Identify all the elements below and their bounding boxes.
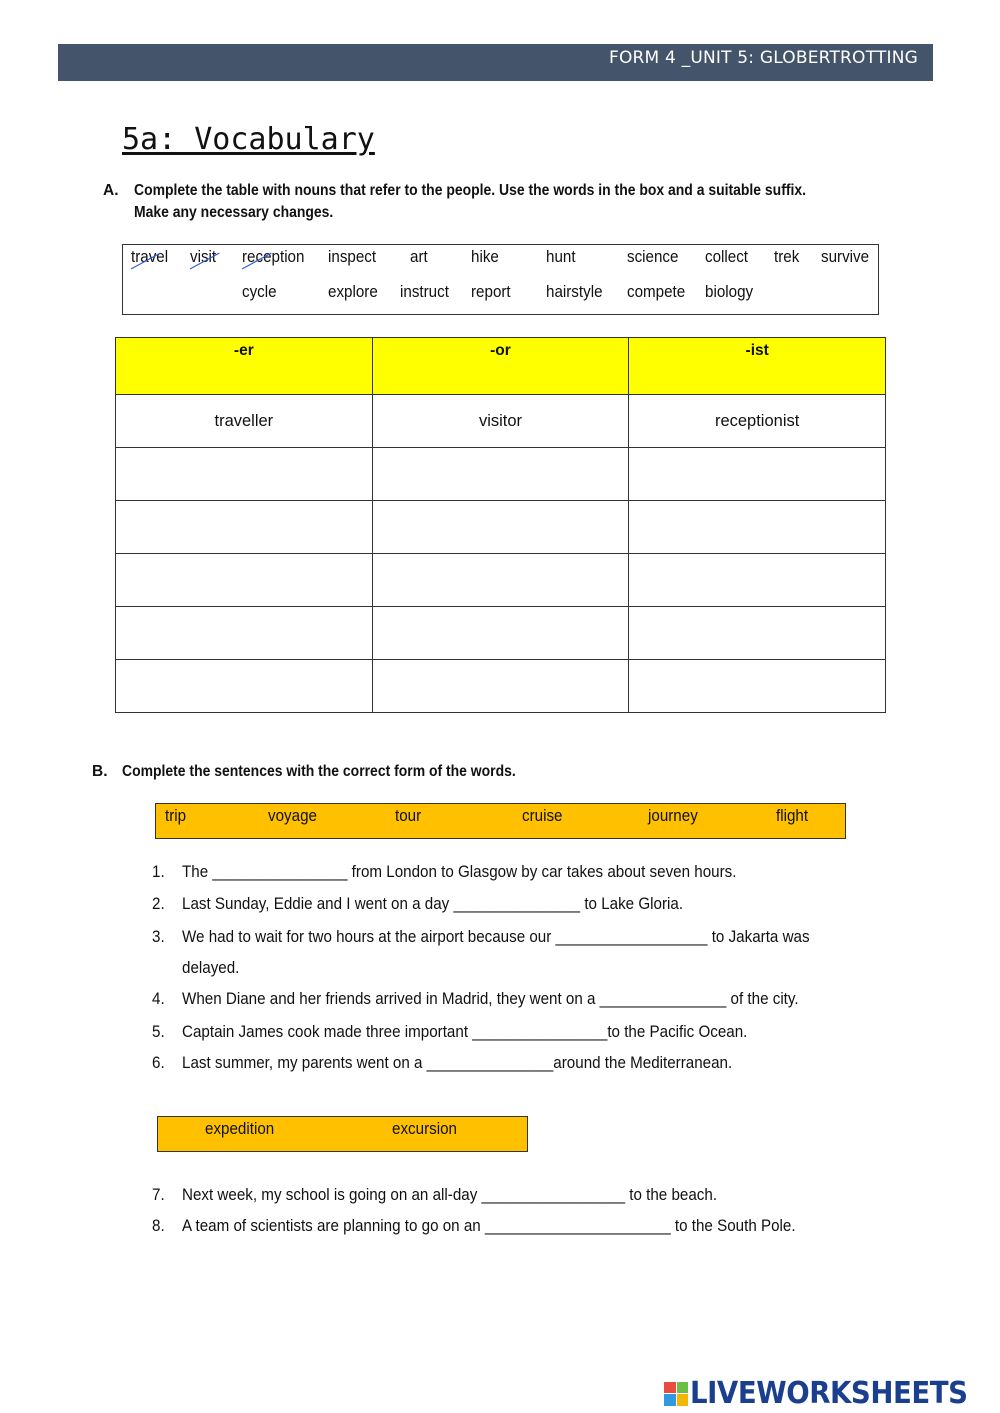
example-ist: receptionist <box>629 395 886 448</box>
word-report: report <box>471 283 511 301</box>
answer-cell[interactable] <box>372 554 629 607</box>
sentence-2: Last Sunday, Eddie and I went on a day _______________ to Lake Gloria. <box>182 895 684 913</box>
sentence-6: Last summer, my parents went on a _______________around the Mediterranean. <box>182 1054 733 1072</box>
word-box-a <box>122 244 879 315</box>
header-text: FORM 4 _UNIT 5: GLOBERTROTTING <box>608 48 918 68</box>
answer-cell[interactable] <box>629 501 886 554</box>
section-b-letter: B. <box>92 763 108 780</box>
sentence-number: 5. <box>152 1023 165 1041</box>
section-b-instruction: Complete the sentences with the correct form of the words. <box>122 763 516 780</box>
word-cruise: cruise <box>522 807 563 825</box>
answer-cell[interactable] <box>629 554 886 607</box>
sentence-number: 2. <box>152 895 165 913</box>
word-science: science <box>627 248 679 266</box>
table-row <box>116 607 886 660</box>
word-biology: biology <box>705 283 754 301</box>
sentence-5: Captain James cook made three important ________________to the Pacific Ocean. <box>182 1023 748 1041</box>
header-bar <box>58 44 933 81</box>
section-a-instruction-line1: Complete the table with nouns that refer to the people. Use the words in the box and a suitable suffix. <box>134 182 807 199</box>
example-or: visitor <box>372 395 629 448</box>
word-trip: trip <box>165 807 187 825</box>
example-er: traveller <box>116 395 373 448</box>
answer-cell[interactable] <box>372 448 629 501</box>
header-or: -or <box>372 338 629 395</box>
answer-cell[interactable] <box>372 660 629 713</box>
answer-cell[interactable] <box>372 607 629 660</box>
logo-text: LIVEWORKSHEETS <box>690 1376 968 1411</box>
word-flight: flight <box>776 807 809 825</box>
suffix-table <box>115 337 886 713</box>
sentence-4: When Diane and her friends arrived in Madrid, they went on a _______________ of the city. <box>182 990 799 1008</box>
answer-cell[interactable] <box>629 607 886 660</box>
answer-cell[interactable] <box>116 554 373 607</box>
table-row <box>116 395 886 448</box>
sentence-number: 3. <box>152 928 165 946</box>
sentence-7: Next week, my school is going on an all-day _________________ to the beach. <box>182 1186 718 1204</box>
word-explore: explore <box>328 283 378 301</box>
word-cycle: cycle <box>242 283 277 301</box>
answer-cell[interactable] <box>116 448 373 501</box>
sentence-number: 8. <box>152 1217 165 1235</box>
word-tour: tour <box>395 807 422 825</box>
word-survive: survive <box>821 248 870 266</box>
sentence-number: 6. <box>152 1054 165 1072</box>
word-hunt: hunt <box>546 248 576 266</box>
header-ist: -ist <box>629 338 886 395</box>
word-journey: journey <box>648 807 698 825</box>
word-travel: travel <box>131 248 168 267</box>
sentence-8: A team of scientists are planning to go on an ______________________ to the South Pole. <box>182 1217 796 1235</box>
word-visit: visit <box>190 248 216 267</box>
table-header-row <box>116 338 886 395</box>
sentence-number: 7. <box>152 1186 165 1204</box>
table-row <box>116 501 886 554</box>
sentence-number: 1. <box>152 863 165 881</box>
word-excursion: excursion <box>392 1120 457 1138</box>
word-expedition: expedition <box>205 1120 275 1138</box>
word-hairstyle: hairstyle <box>546 283 603 301</box>
answer-cell[interactable] <box>116 607 373 660</box>
table-row <box>116 554 886 607</box>
answer-cell[interactable] <box>629 660 886 713</box>
answer-cell[interactable] <box>116 660 373 713</box>
word-art: art <box>410 248 428 266</box>
word-collect: collect <box>705 248 749 266</box>
word-compete: compete <box>627 283 686 301</box>
word-reception: reception <box>242 248 304 267</box>
word-box-b2 <box>157 1116 528 1152</box>
answer-cell[interactable] <box>372 501 629 554</box>
word-inspect: inspect <box>328 248 377 266</box>
section-a-instruction-line2: Make any necessary changes. <box>134 204 334 221</box>
logo-icon <box>664 1382 688 1406</box>
answer-cell[interactable] <box>116 501 373 554</box>
sentence-1: The ________________ from London to Glasgow by car takes about seven hours. <box>182 863 737 881</box>
answer-cell[interactable] <box>629 448 886 501</box>
word-hike: hike <box>471 248 499 266</box>
page-title: 5a: Vocabulary <box>122 122 375 157</box>
word-instruct: instruct <box>400 283 449 301</box>
section-a-letter: A. <box>103 182 119 199</box>
word-trek: trek <box>774 248 800 266</box>
liveworksheets-logo <box>664 1376 992 1411</box>
sentence-number: 4. <box>152 990 165 1008</box>
table-row <box>116 660 886 713</box>
table-row <box>116 448 886 501</box>
header-er: -er <box>116 338 373 395</box>
word-box-b1 <box>155 803 846 839</box>
sentence-3-continuation: delayed. <box>182 959 240 977</box>
sentence-3: We had to wait for two hours at the airport because our __________________ to Jakarta was <box>182 928 810 946</box>
word-voyage: voyage <box>268 807 317 825</box>
